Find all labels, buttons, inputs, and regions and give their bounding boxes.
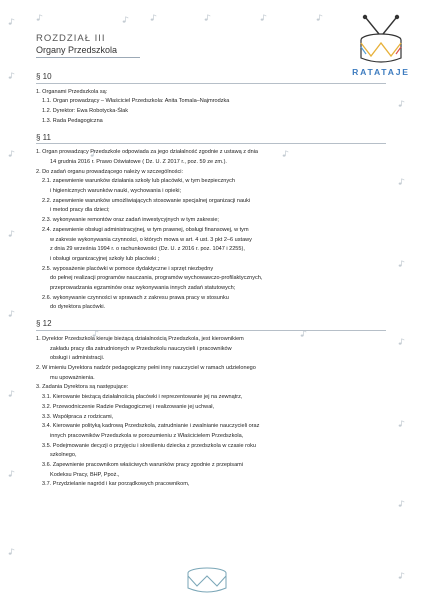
paragraph-line: i metod pracy dla dzieci; [50, 207, 110, 214]
music-note-icon [398, 100, 405, 107]
music-note-icon [122, 16, 129, 23]
music-note-icon [8, 310, 15, 317]
paragraph-line: do dyrektora placówki. [50, 304, 106, 311]
music-note-icon [8, 72, 15, 79]
paragraph-line: 2. W imieniu Dyrektora nadzór pedagogiczny pełni inny nauczyciel w ramach udzielonego [36, 364, 256, 371]
paragraph-line: 2.5. wyposażenie placówki w pomoce dydaktyczne i sprzęt niezbędny [42, 265, 214, 272]
paragraph-line: 1.3. Rada Pedagogiczna [42, 117, 103, 124]
music-note-icon [150, 14, 157, 21]
section-divider [36, 83, 386, 84]
paragraph-line: w zakresie wykonywania czynności, o których mowa w art. 4 ust. 3 pkt 2–6 ustawy [50, 236, 252, 243]
paragraph-line: 14 grudnia 2016 r. Prawo Oświatowe ( Dz. U. Z 2017 r., poz. 59 ze zm.). [50, 158, 227, 165]
music-note-icon [260, 14, 267, 21]
paragraph-line: 2.2. zapewnienie warunków umożliwiających stosowanie specjalnej organizacji nauki [42, 197, 251, 204]
header-divider [36, 57, 140, 58]
music-note-icon [8, 18, 15, 25]
chapter-heading: ROZDZIAŁ III [36, 33, 106, 44]
paragraph-line: 2.6. wykonywanie czynności w sprawach z zakresu prawa pracy w stosunku [42, 294, 229, 301]
paragraph-line: 1. Dyrektor Przedszkola kieruje bieżącą działalnością Przedszkola, jest kierownikiem [36, 335, 244, 342]
paragraph-line: 3.3. Współpraca z rodzicami, [42, 413, 114, 420]
paragraph-line: 1.2. Dyrektor: Ewa Robotycka-Ślak [42, 108, 129, 115]
paragraph-line: obsługi i administracji. [50, 355, 105, 362]
music-note-icon [8, 390, 15, 397]
music-note-icon [398, 572, 405, 579]
music-note-icon [316, 14, 323, 21]
paragraph-line: 3.4. Kierowanie polityką kadrową Przedszkola, zatrudnianie i zwalnianie nauczycieli oraz [42, 423, 260, 430]
paragraph-line: szkolnego, [50, 452, 77, 459]
drum-icon [344, 12, 418, 68]
music-note-icon [204, 14, 211, 21]
paragraph-line: 3.1. Kierowanie bieżącą działalnością placówki i reprezentowanie jej na zewnątrz, [42, 394, 243, 401]
music-note-icon [8, 150, 15, 157]
section-heading: § 11 [36, 132, 51, 142]
paragraph-line: zakładu pracy dla zatrudnionych w Przedszkolu nauczycieli i pracowników [50, 345, 232, 352]
music-note-icon [8, 470, 15, 477]
music-note-icon [8, 230, 15, 237]
paragraph-line: 2.1. zapewnienie warunków działania szkoły lub placówki, w tym bezpiecznych [42, 178, 236, 185]
chapter-title: Organy Przedszkola [36, 45, 118, 55]
music-note-icon [398, 500, 405, 507]
music-note-icon [398, 420, 405, 427]
paragraph-line: 2.4. zapewnienie obsługi administracyjnej, w tym prawnej, obsługi finansowej, w tym [42, 226, 249, 233]
section-heading: § 10 [36, 72, 52, 81]
paragraph-line: 1.1. Organ prowadzący – Właściciel Przedszkola: Anita Tomala–Najmrodzka [42, 98, 230, 105]
music-note-icon [398, 260, 405, 267]
section-divider [36, 330, 386, 331]
paragraph-line: 1. Organami Przedszkola są: [36, 88, 108, 95]
music-note-icon [8, 548, 15, 555]
drum-icon [184, 566, 230, 596]
paragraph-line: i higienicznych warunków nauki, wychowania i opieki; [50, 188, 182, 195]
paragraph-line: 2. Do zadań organu prowadzącego należy w szczególności: [36, 168, 184, 175]
paragraph-line: 1. Organ prowadzący Przedszkole odpowiada za jego działalność zgodnie z ustawą z dnia [36, 149, 259, 156]
paragraph-line: i obsługi organizacyjnej szkoły lub placówki ; [50, 255, 160, 262]
paragraph-line: mu upoważnienia. [50, 374, 95, 381]
paragraph-line: 3.5. Podejmowanie decyzji o przyjęciu i skreśleniu dziecka z przedszkola w czasie roku [42, 442, 256, 449]
section-heading: § 12 [36, 319, 52, 329]
paragraph-line: z dnia 29 września 1994 r. o rachunkowości (Dz. U. z 2016 r. poz. 1047 i 2255), [50, 246, 245, 253]
paragraph-line: 3.6. Zapewnienie pracownikom właściwych warunków pracy zgodnie z przepisami [42, 462, 244, 469]
document-body [36, 72, 386, 490]
paragraph-line: 3.7. Przydzielanie nagród i kar porządkowych pracownikom, [42, 481, 190, 488]
section-divider [36, 143, 386, 144]
paragraph-line: 3.2. Przewodniczenie Radzie Pedagogicznej i realizowanie jej uchwał, [42, 403, 215, 410]
paragraph-line: do pełnej realizacji programów nauczania, programów wychowawczo-profilaktycznych, [50, 275, 263, 282]
paragraph-line: 2.3. wykonywanie remontów oraz zadań inwestycyjnych w tym zakresie; [42, 217, 219, 224]
paragraph-line: przeprowadzania egzaminów oraz wykonywania innych zadań statutowych; [50, 285, 236, 292]
paragraph-line: innych pracowników Przedszkola w porozumieniu z Właścicielem Przedszkola, [50, 432, 244, 439]
logo-text: RATATAJE [352, 67, 410, 77]
music-note-icon [398, 338, 405, 345]
paragraph-line: Kodeksu Pracy, BHP, Ppoż., [50, 471, 120, 478]
music-note-icon [36, 14, 43, 21]
music-note-icon [398, 178, 405, 185]
paragraph-line: 3. Zadania Dyrektora są następujące: [36, 384, 129, 391]
